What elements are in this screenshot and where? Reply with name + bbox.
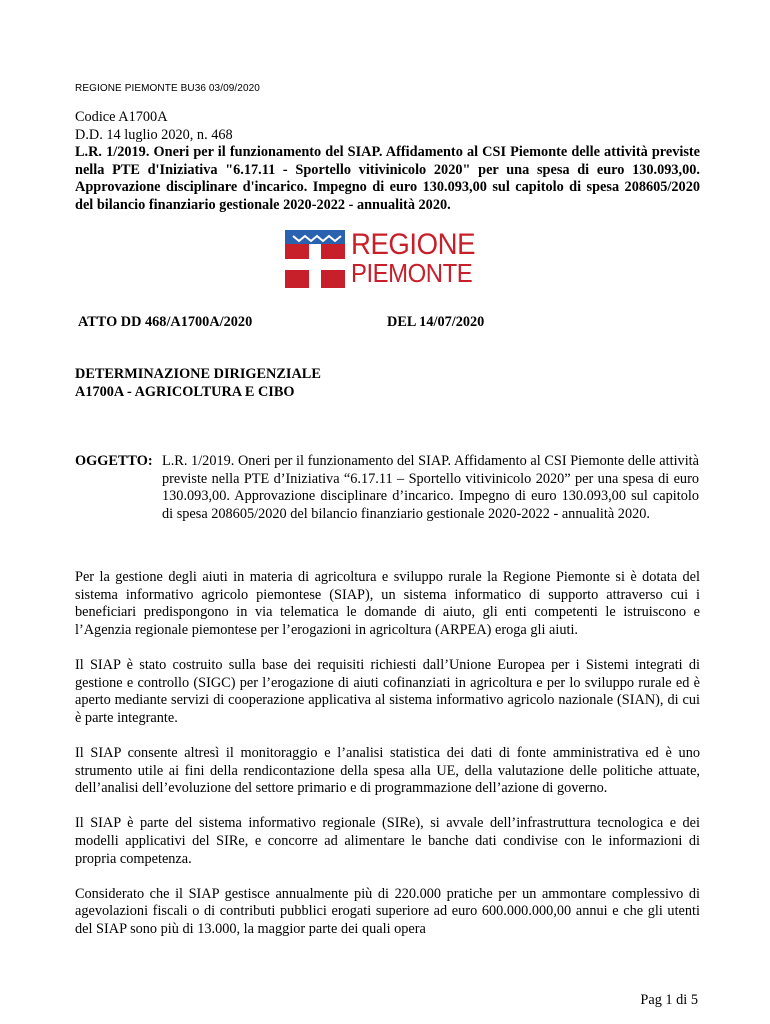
body-paragraph: Il SIAP consente altresì il monitoraggio e l’analisi statistica dei dati di fonte amministrativa ed è uno strumento utile ai fini della rendicontazione della spesa alla UE, della valutazione delle politiche attuate, dell’analisi dell’evoluzione del settore primario e di programmazione dell’azione di governo. bbox=[75, 744, 700, 797]
body-paragraph: Considerato che il SIAP gestisce annualmente più di 220.000 pratiche per un ammontare complessivo di agevolazioni fiscali o di contributi pubblici erogati superiore ad euro 600.000.000,00 annui e che gli utenti del SIAP sono più di 13.000, la maggior parte dei quali opera bbox=[75, 885, 700, 937]
atto-date: DEL 14/07/2020 bbox=[387, 314, 485, 330]
decree-title: L.R. 1/2019. Oneri per il funzionamento del SIAP. Affidamento al CSI Piemonte delle attività previste nella PTE d'Iniziativa "6.17.11 - Sportello vitivinicolo 2020" per una spesa di euro 130.093,00. Approvazione disciplinare d'incarico. Impegno di euro 130.093,00 sul capitolo di spesa 208605/2020 del bilancio finanziario gestionale 2020-2022 - annualità 2020. bbox=[75, 144, 700, 213]
regione-piemonte-logo bbox=[285, 229, 495, 289]
atto-number: ATTO DD 468/A1700A/2020 bbox=[78, 314, 253, 330]
piemonte-emblem-icon bbox=[285, 230, 345, 288]
logo-regione-text: REGIONE bbox=[351, 228, 476, 261]
body-paragraph: Il SIAP è parte del sistema informativo regionale (SIRe), si avvale dell’infrastruttura tecnologica e dei modelli applicativi del SIRe, e concorre ad alimentare le banche dati condivise con le informazioni di propria competenza. bbox=[75, 815, 700, 867]
determinazione-office: A1700A - AGRICOLTURA E CIBO bbox=[75, 383, 295, 400]
document-meta bbox=[75, 109, 700, 215]
oggetto-label: OGGETTO: bbox=[75, 453, 153, 469]
document-body bbox=[75, 569, 700, 956]
office-code: Codice A1700A bbox=[75, 109, 168, 125]
determinazione-type: DETERMINAZIONE DIRIGENZIALE bbox=[75, 366, 321, 382]
decree-reference: D.D. 14 luglio 2020, n. 468 bbox=[75, 126, 233, 143]
bulletin-reference: REGIONE PIEMONTE BU36 03/09/2020 bbox=[75, 83, 260, 94]
body-paragraph: Per la gestione degli aiuti in materia di agricoltura e sviluppo rurale la Regione Piemonte si è dotata del sistema informativo agricolo piemontese (SIAP), un sistema informatico di supporto attraverso cui i beneficiari predispongono in via telematica le domande di aiuto, gli enti competenti le istruiscono e l’Agenzia regionale piemontese per l’erogazioni in agricoltura (ARPEA) eroga gli aiuti. bbox=[75, 569, 700, 638]
determinazione-heading bbox=[75, 366, 321, 401]
page-number: Pag 1 di 5 bbox=[640, 992, 698, 1008]
logo-piemonte-text: PIEMONTE bbox=[351, 258, 473, 288]
oggetto-text: L.R. 1/2019. Oneri per il funzionamento del SIAP. Affidamento al CSI Piemonte delle attività previste nella PTE d’Iniziativa “6.17.11 – Sportello vitivinicolo 2020” per una spesa di euro 130.093,00. Approvazione disciplinare d’incarico. Impegno di euro 130.093,00 sul capitolo di spesa 208605/2020 del bilancio finanziario gestionale 2020-2022 - annualità 2020. bbox=[162, 453, 699, 522]
body-paragraph: Il SIAP è stato costruito sulla base dei requisiti richiesti dall’Unione Europea per i Sistemi integrati di gestione e controllo (SIGC) per l’erogazione di aiuti cofinanziati in agricoltura e per lo sviluppo rurale ed è aperto mediante servizi di cooperazione applicativa al sistema informativo agricolo nazionale (SIAN), di cui è parte integrante. bbox=[75, 656, 700, 726]
